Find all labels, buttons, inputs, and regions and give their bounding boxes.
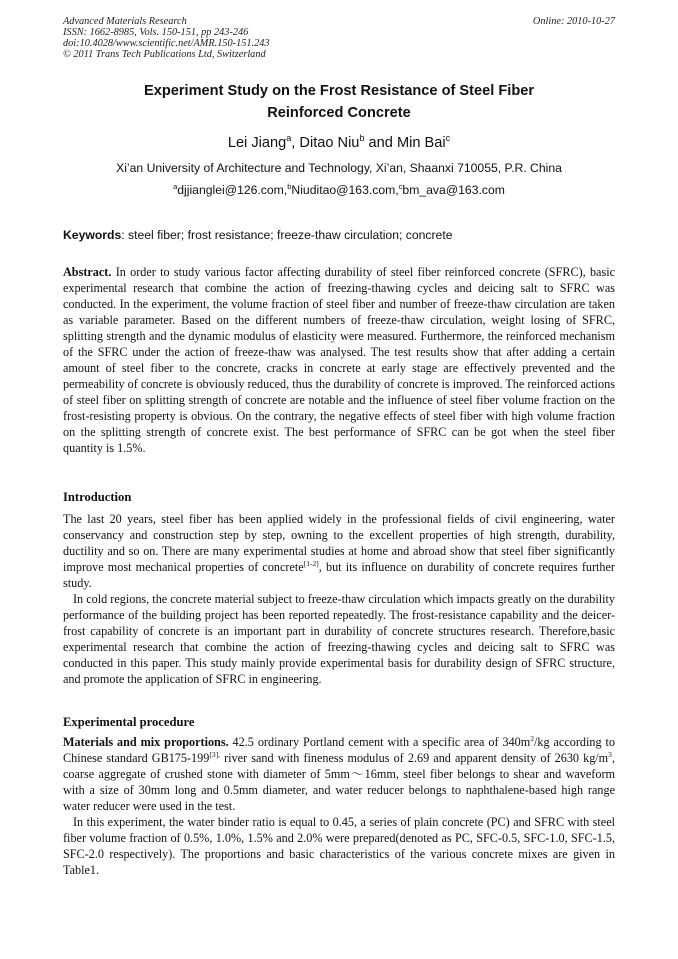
paragraph-text: river sand with fineness modulus of 2.69 and apparent density of 2630 kg/m [220, 751, 609, 765]
issn-line: ISSN: 1662-8985, Vols. 150-151, pp 243-246 [63, 27, 249, 39]
experimental-body [63, 734, 615, 878]
citation[interactable]: [1-2] [303, 558, 319, 568]
paragraph-text: The last 20 years, steel fiber has been applied widely in the professional fields of civil engineering, water conservancy and construction step by step, owning to the excellent properties of high strength, durability, ductility and so on. There are many experimental studies at home and abroad show that steel fiber significantly improve most mechanical properties of concrete [63, 512, 615, 574]
email-address[interactable]: bm_ava@163.com [402, 183, 505, 197]
title-line-1: Experiment Study on the Frost Resistance of Steel Fiber [143, 83, 535, 99]
author-name: Ditao Niu [299, 135, 360, 151]
author-affil-mark: a [286, 133, 292, 144]
author-name: Min Bai [396, 135, 446, 151]
affiliation: Xi’an University of Architecture and Technology, Xi’an, Shaanxi 710055, P.R. China [116, 161, 562, 175]
email-mark: a [173, 181, 178, 191]
online-date: Online: 2010-10-27 [532, 16, 615, 27]
copyright-line: © 2011 Trans Tech Publications Ltd, Switzerland [63, 49, 266, 61]
citation[interactable]: [3], [209, 749, 221, 759]
experimental-heading: Experimental procedure [63, 715, 195, 729]
author-emails [63, 181, 615, 199]
doi-line: doi:10.4028/www.scientific.net/AMR.150-151.243 [63, 38, 270, 50]
author-separator: , [291, 135, 300, 151]
abstract [63, 264, 615, 456]
paragraph: In cold regions, the concrete material subject to freeze-thaw circulation which impacts greatly on the durability performance of the building project has been reported repeatedly. The frost-resistance capability and the deicer-frost capability of concrete is an important part in durability of concrete structures research. Therefore,basic experimental research that combine the action of freezing-thawing cycles and deicing salt to SFRC was conducted in this paper. This study mainly provide experimental basis for durability design of SFRC structure, and promote the application of SFRC in engineering. [63, 592, 615, 686]
author-affil-mark: b [359, 133, 365, 144]
paragraph-text: /kg according to Chinese standard GB175-199 [63, 735, 615, 765]
paragraph [63, 734, 615, 814]
title-line-2: Reinforced Concrete [267, 105, 411, 121]
email-address[interactable]: djjianglei@126.com, [177, 183, 288, 197]
subsection-heading: Materials and mix proportions. [63, 735, 229, 749]
author-name: Lei Jiang [227, 135, 287, 151]
author-separator: and [364, 135, 397, 151]
superscript: 2 [530, 733, 535, 743]
abstract-label: Abstract. [63, 265, 112, 279]
abstract-text: In order to study various factor affecting durability of steel fiber reinforced concrete (SFRC), basic experimental research that combine the action of freezing-thawing cycles and deicing salt to SFRC was conducted. In the experiment, the volume fraction of steel fiber and number of freeze-thaw circulation are taken as variable parameter. Based on the different numbers of freeze-thaw circulation, weight losing of SFRC, splitting strength and the dynamic modulus of elasticity were measured. Furthermore, the reinforced mechanism of the SFRC under the action of freeze-thaw was analysed. The test results show that after adding a certain amount of steel fiber to the concrete, cracks in concrete at early stage are effectively prevented and the permeability of concrete is obviously reduced, thus the durability of concrete is improved. The reinforced actions of steel fiber on splitting strength of concrete are notable and the influence of steel fiber volume fraction on the frost-resisting property is obvious. On the contrary, the negative effects of steel fiber with high volume fraction on the splitting strength of concrete exist. The best performance of SFRC can be got when the steel fiber quantity is 1.5%. [63, 265, 615, 455]
keywords [63, 226, 615, 244]
paragraph [63, 511, 615, 591]
email-mark: c [398, 181, 403, 191]
paper-title [63, 80, 615, 124]
superscript: 3 [608, 749, 612, 759]
email-address[interactable]: Niuditao@163.com, [291, 183, 399, 197]
keywords-text: : steel fiber; frost resistance; freeze-thaw circulation; concrete [121, 228, 453, 242]
paragraph-text: , coarse aggregate of crushed stone with diameter of 5mm～16mm, steel fiber belongs to shear and waveform with a size of 30mm long and 0.5mm diameter, and water reducer belongs to naphthalene-based high range water reducer were used in the test. [63, 751, 615, 813]
author-list [63, 133, 615, 153]
author-affil-mark: c [445, 133, 451, 144]
journal-name: Advanced Materials Research [63, 16, 187, 27]
email-mark: b [287, 181, 292, 191]
journal-header [63, 16, 615, 60]
paragraph-text: , but its influence on durability of concrete requires further study. [63, 560, 615, 590]
keywords-label: Keywords [63, 228, 122, 242]
introduction-body [63, 511, 615, 687]
paragraph: In this experiment, the water binder ratio is equal to 0.45, a series of plain concrete (PC) and SFRC with steel fiber volume fraction of 0.5%, 1.0%, 1.5% and 2.0% were prepared(denoted as PC, SFC-0.5, SFC-1.0, SFC-1.5, SFC-2.0 respectively). The proportions and basic characteristics of the various concrete mixes are given in Table1. [63, 815, 615, 877]
paragraph-text: 42.5 ordinary Portland cement with a specific area of 340m [228, 735, 531, 749]
introduction-heading: Introduction [63, 490, 132, 504]
